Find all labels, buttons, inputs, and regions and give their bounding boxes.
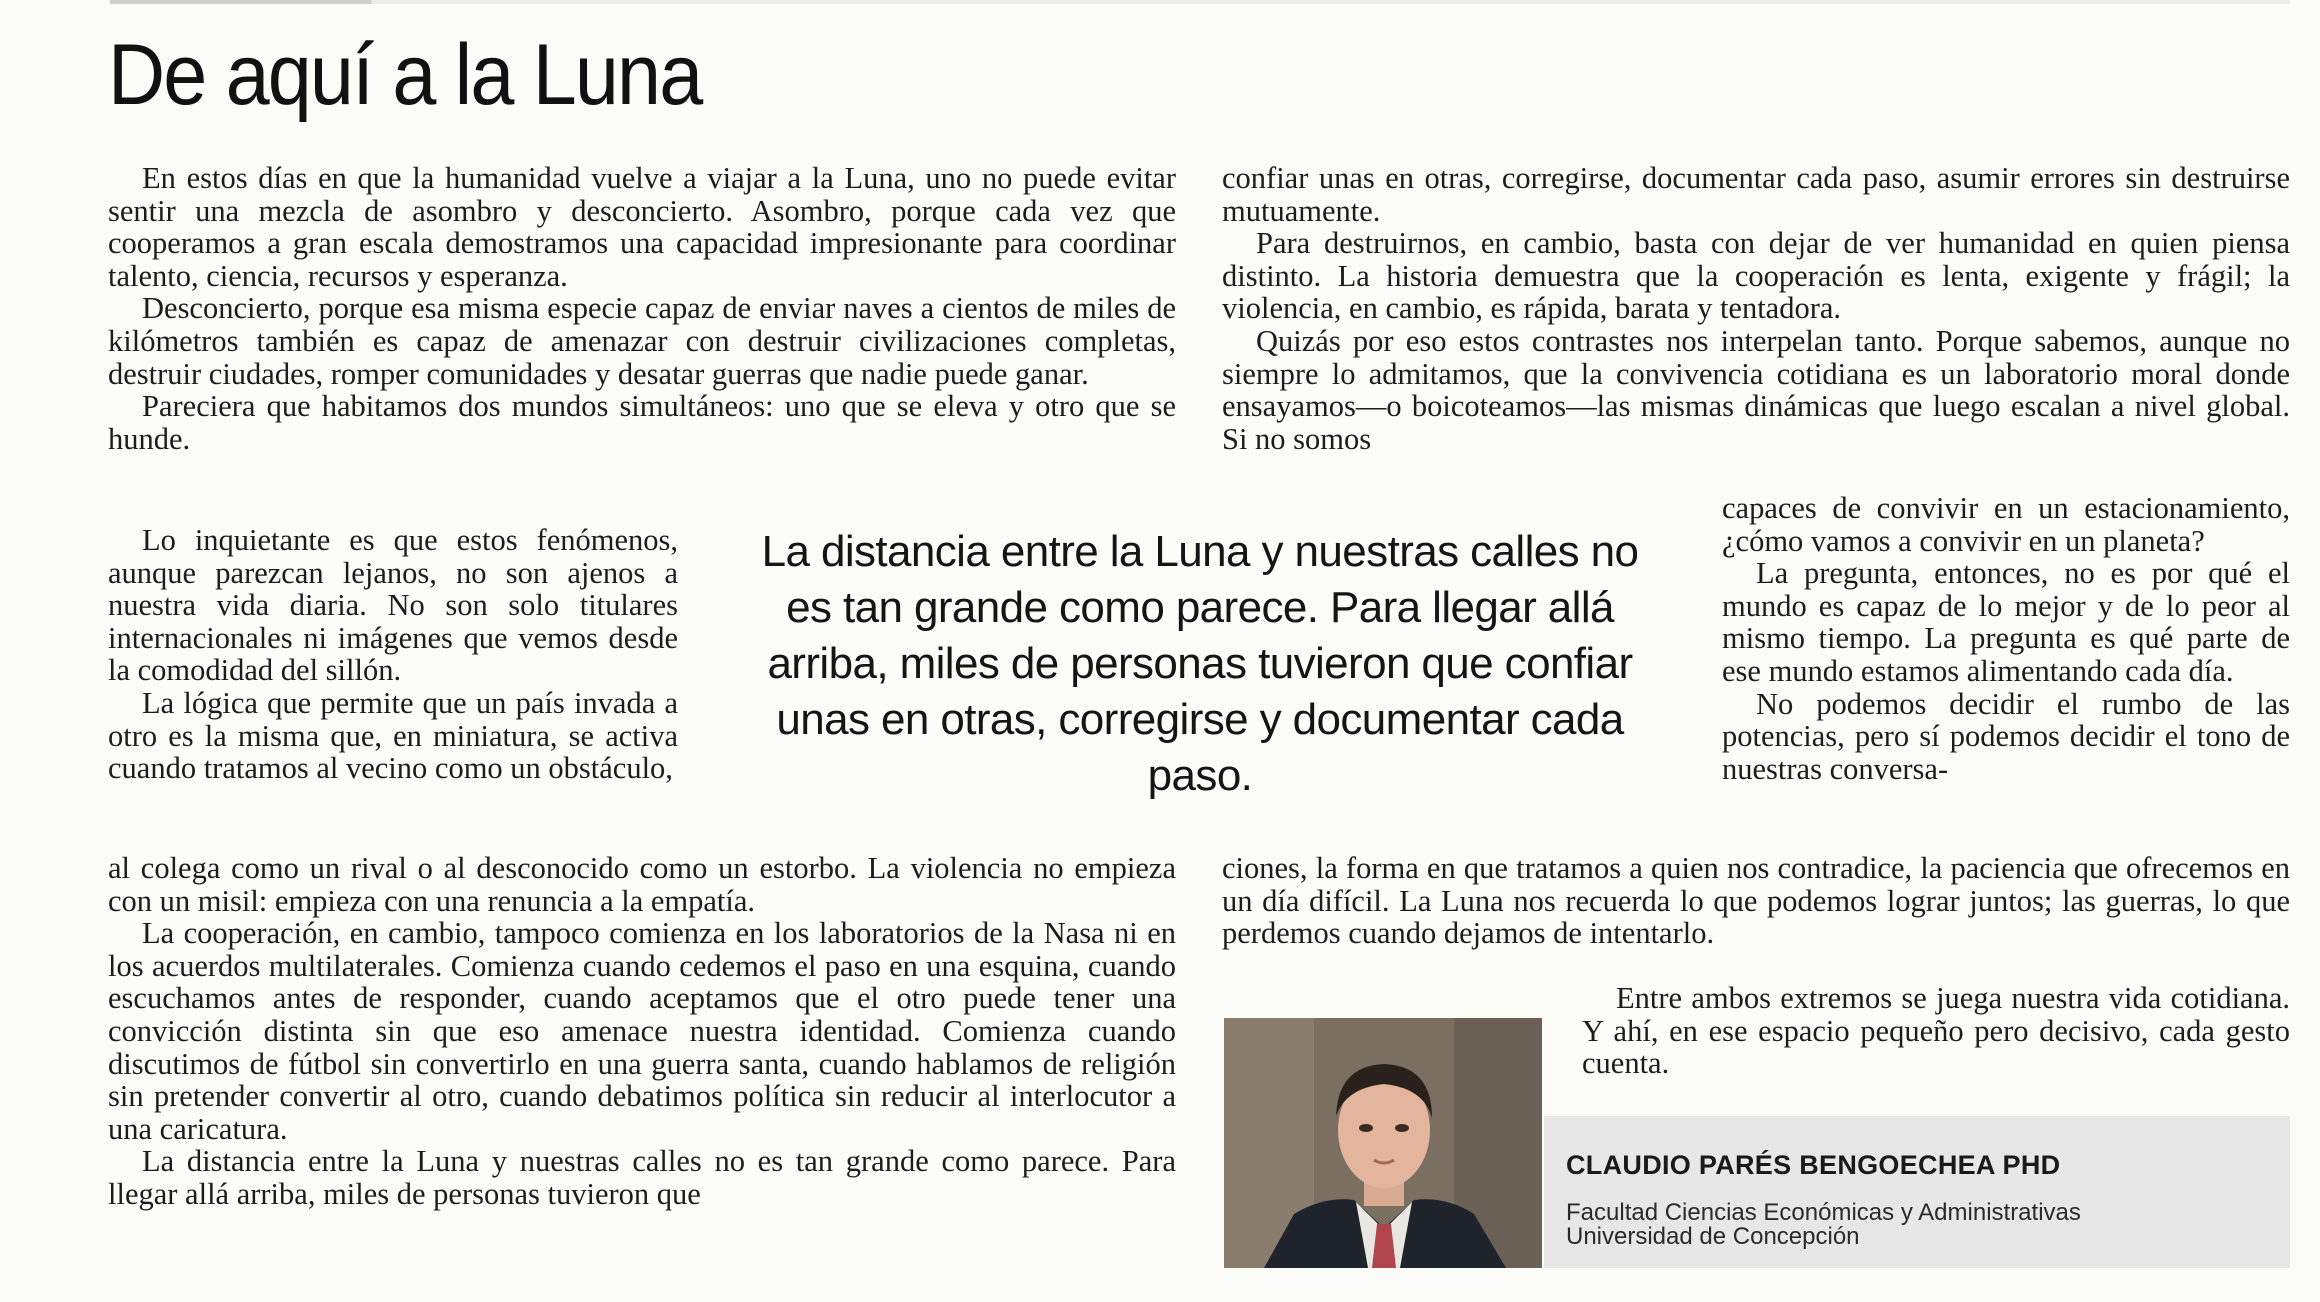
pull-quote: La distancia entre la Luna y nuestras calles no es tan grande como parece. Para llegar allá arriba, miles de personas tuvieron que confiar unas en otras, corregirse y documentar cada paso. (761, 527, 1639, 800)
body-paragraph: La pregunta, entonces, no es por qué el mundo es capaz de lo mejor y de lo peor al mismo tiempo. La pregunta es qué parte de ese mundo estamos alimentando cada día. (1722, 556, 2290, 688)
body-paragraph: ciones, la forma en que tratamos a quien nos contradice, la paciencia que ofrecemos en un día difícil. La Luna nos recuerda lo que podemos lograr juntos; las guerras, lo que perdemos cuando dejamos de intentarlo. (1222, 851, 2290, 951)
column-2-end (1582, 982, 2290, 1080)
column-2-top (1222, 162, 2290, 455)
body-paragraph: En estos días en que la humanidad vuelve a viajar a la Luna, uno no puede evitar sentir una mezcla de asombro y desconcierto. Asombro, porque cada vez que cooperamos a gran escala demostramos una capacidad impresionante para coordinar talento, ciencia, recursos y esperanza. (108, 161, 1176, 293)
column-1-narrow (108, 524, 678, 785)
body-paragraph: Lo inquietante es que estos fenómenos, aunque parezcan lejanos, no son ajenos a nuestra vida diaria. No son solo titulares internacionales ni imágenes que vemos desde la comodidad del sillón. (108, 523, 678, 688)
body-paragraph: La cooperación, en cambio, tampoco comienza en los laboratorios de la Nasa ni en los acuerdos multilaterales. Comienza cuando cedemos el paso en una esquina, cuando escuchamos antes de responder, cuando aceptamos que el otro puede tener una convicción distinta sin que eso amenace nuestra identidad. Comienza cuando discutimos de fútbol sin convertirlo en una guerra santa, cuando hablamos de religión sin pretender convertir al otro, cuando debatimos política sin reducir al interlocutor a una caricatura. (108, 916, 1176, 1146)
author-name: CLAUDIO PARÉS BENGOECHEA PHD (1566, 1150, 2061, 1180)
body-paragraph: Entre ambos extremos se juega nuestra vida cotidiana. Y ahí, en ese espacio pequeño pero decisivo, cada gesto cuenta. (1582, 981, 2290, 1081)
column-2-mid (1222, 852, 2290, 950)
author-portrait-image (1224, 1018, 1542, 1268)
body-paragraph: confiar unas en otras, corregirse, documentar cada paso, asumir errores sin destruirse mutuamente. (1222, 161, 2290, 228)
body-paragraph: Para destruirnos, en cambio, basta con dejar de ver humanidad en quien piensa distinto. La historia demuestra que la cooperación es lenta, exigente y frágil; la violencia, en cambio, es rápida, barata y tentadora. (1222, 226, 2290, 326)
body-paragraph: Pareciera que habitamos dos mundos simultáneos: uno que se eleva y otro que se hunde. (108, 389, 1176, 456)
author-info-box (1544, 1116, 2290, 1268)
column-1-bottom (108, 852, 1176, 1211)
body-paragraph: capaces de convivir en un estacionamiento, ¿cómo vamos a convivir en un planeta? (1722, 491, 2290, 558)
column-2-narrow (1722, 492, 2290, 785)
body-paragraph: La distancia entre la Luna y nuestras calles no es tan grande como parece. Para llegar allá arriba, miles de personas tuvieron que (108, 1144, 1176, 1211)
article-headline: De aquí a la Luna (108, 27, 702, 123)
page-top-rule (110, 0, 2290, 4)
body-paragraph: La lógica que permite que un país invada a otro es la misma que, en miniatura, se activa cuando tratamos al vecino como un obstáculo, (108, 685, 678, 786)
author-photo (1224, 1018, 1542, 1268)
author-faculty: Facultad Ciencias Económicas y Administrativas (1566, 1199, 2081, 1226)
body-paragraph: Quizás por eso estos contrastes nos interpelan tanto. Porque sabemos, aunque no siempre lo admitamos, que la convivencia cotidiana es un laboratorio moral donde ensayamos—o boicoteamos—las mismas dinámicas que luego escalan a nivel global. Si no somos (1222, 323, 2290, 456)
body-paragraph: al colega como un rival o al desconocido como un estorbo. La violencia no empieza con un misil: empieza con una renuncia a la empatía. (108, 851, 1176, 918)
column-1-top (108, 162, 1176, 455)
body-paragraph: No podemos decidir el rumbo de las potencias, pero sí podemos decidir el tono de nuestras conversa- (1722, 686, 2290, 786)
author-university: Universidad de Concepción (1566, 1223, 1860, 1250)
body-paragraph: Desconcierto, porque esa misma especie capaz de enviar naves a cientos de miles de kilómetros también es capaz de amenazar con destruir civilizaciones completas, destruir ciudades, romper comunidades y desatar guerras que nadie puede ganar. (108, 291, 1176, 391)
